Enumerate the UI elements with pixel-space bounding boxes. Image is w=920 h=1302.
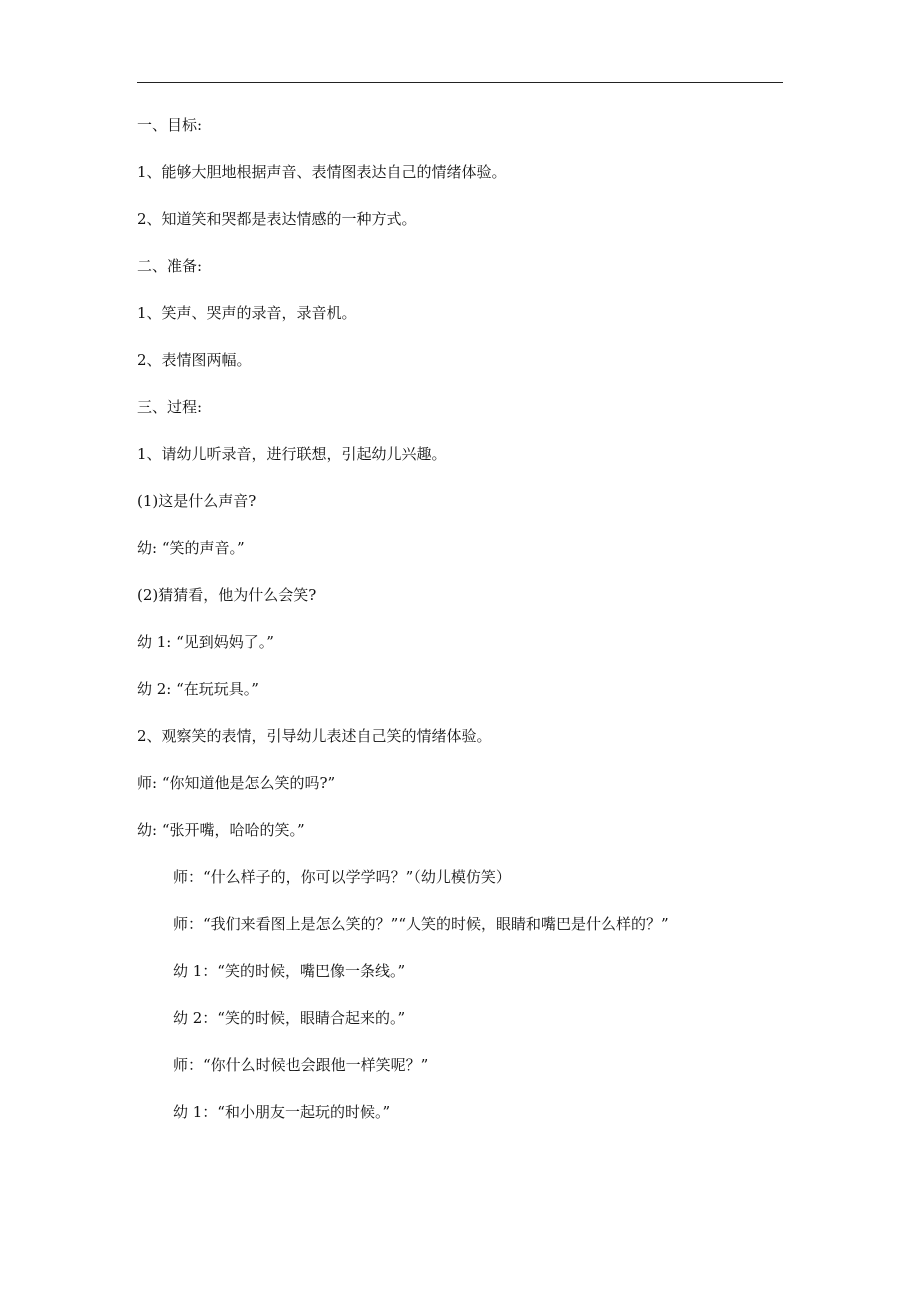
process-question: (2)猜猜看，他为什么会笑? <box>137 586 317 604</box>
section-heading-preparation: 二、准备: <box>137 257 203 275</box>
dialogue-line-indented: 幼 1：“和小朋友一起玩的时候。” <box>173 1103 391 1121</box>
dialogue-line-indented: 师：“你什么时候也会跟他一样笑呢？” <box>173 1056 429 1074</box>
section-heading-process: 三、过程: <box>137 398 203 416</box>
dialogue-line-indented: 幼 1：“笑的时候，嘴巴像一条线。” <box>173 962 406 980</box>
goal-item: 2、知道笑和哭都是表达情感的一种方式。 <box>137 210 417 228</box>
dialogue-line-indented: 幼 2：“笑的时候，眼睛合起来的。” <box>173 1009 406 1027</box>
process-step: 2、观察笑的表情，引导幼儿表述自己笑的情绪体验。 <box>137 727 492 745</box>
process-step: 1、请幼儿听录音，进行联想，引起幼儿兴趣。 <box>137 445 447 463</box>
document-body <box>137 110 797 1144</box>
dialogue-line-indented: 师：“我们来看图上是怎么笑的？”“人笑的时候，眼睛和嘴巴是什么样的？” <box>173 915 669 933</box>
preparation-item: 1、笑声、哭声的录音，录音机。 <box>137 304 357 322</box>
dialogue-line: 幼 1: “见到妈妈了。” <box>137 633 274 651</box>
dialogue-line: 幼 2: “在玩玩具。” <box>137 680 259 698</box>
dialogue-line: 幼: “张开嘴，哈哈的笑。” <box>137 821 305 839</box>
dialogue-line-indented: 师：“什么样子的，你可以学学吗？”（幼儿模仿笑） <box>173 868 511 886</box>
goal-item: 1、能够大胆地根据声音、表情图表达自己的情绪体验。 <box>137 163 507 181</box>
section-heading-goals: 一、目标: <box>137 116 203 134</box>
preparation-item: 2、表情图两幅。 <box>137 351 252 369</box>
header-rule <box>137 82 783 83</box>
dialogue-line: 幼: “笑的声音。” <box>137 539 245 557</box>
dialogue-line: 师: “你知道他是怎么笑的吗?” <box>137 774 336 792</box>
process-question: (1)这是什么声音? <box>137 492 257 510</box>
